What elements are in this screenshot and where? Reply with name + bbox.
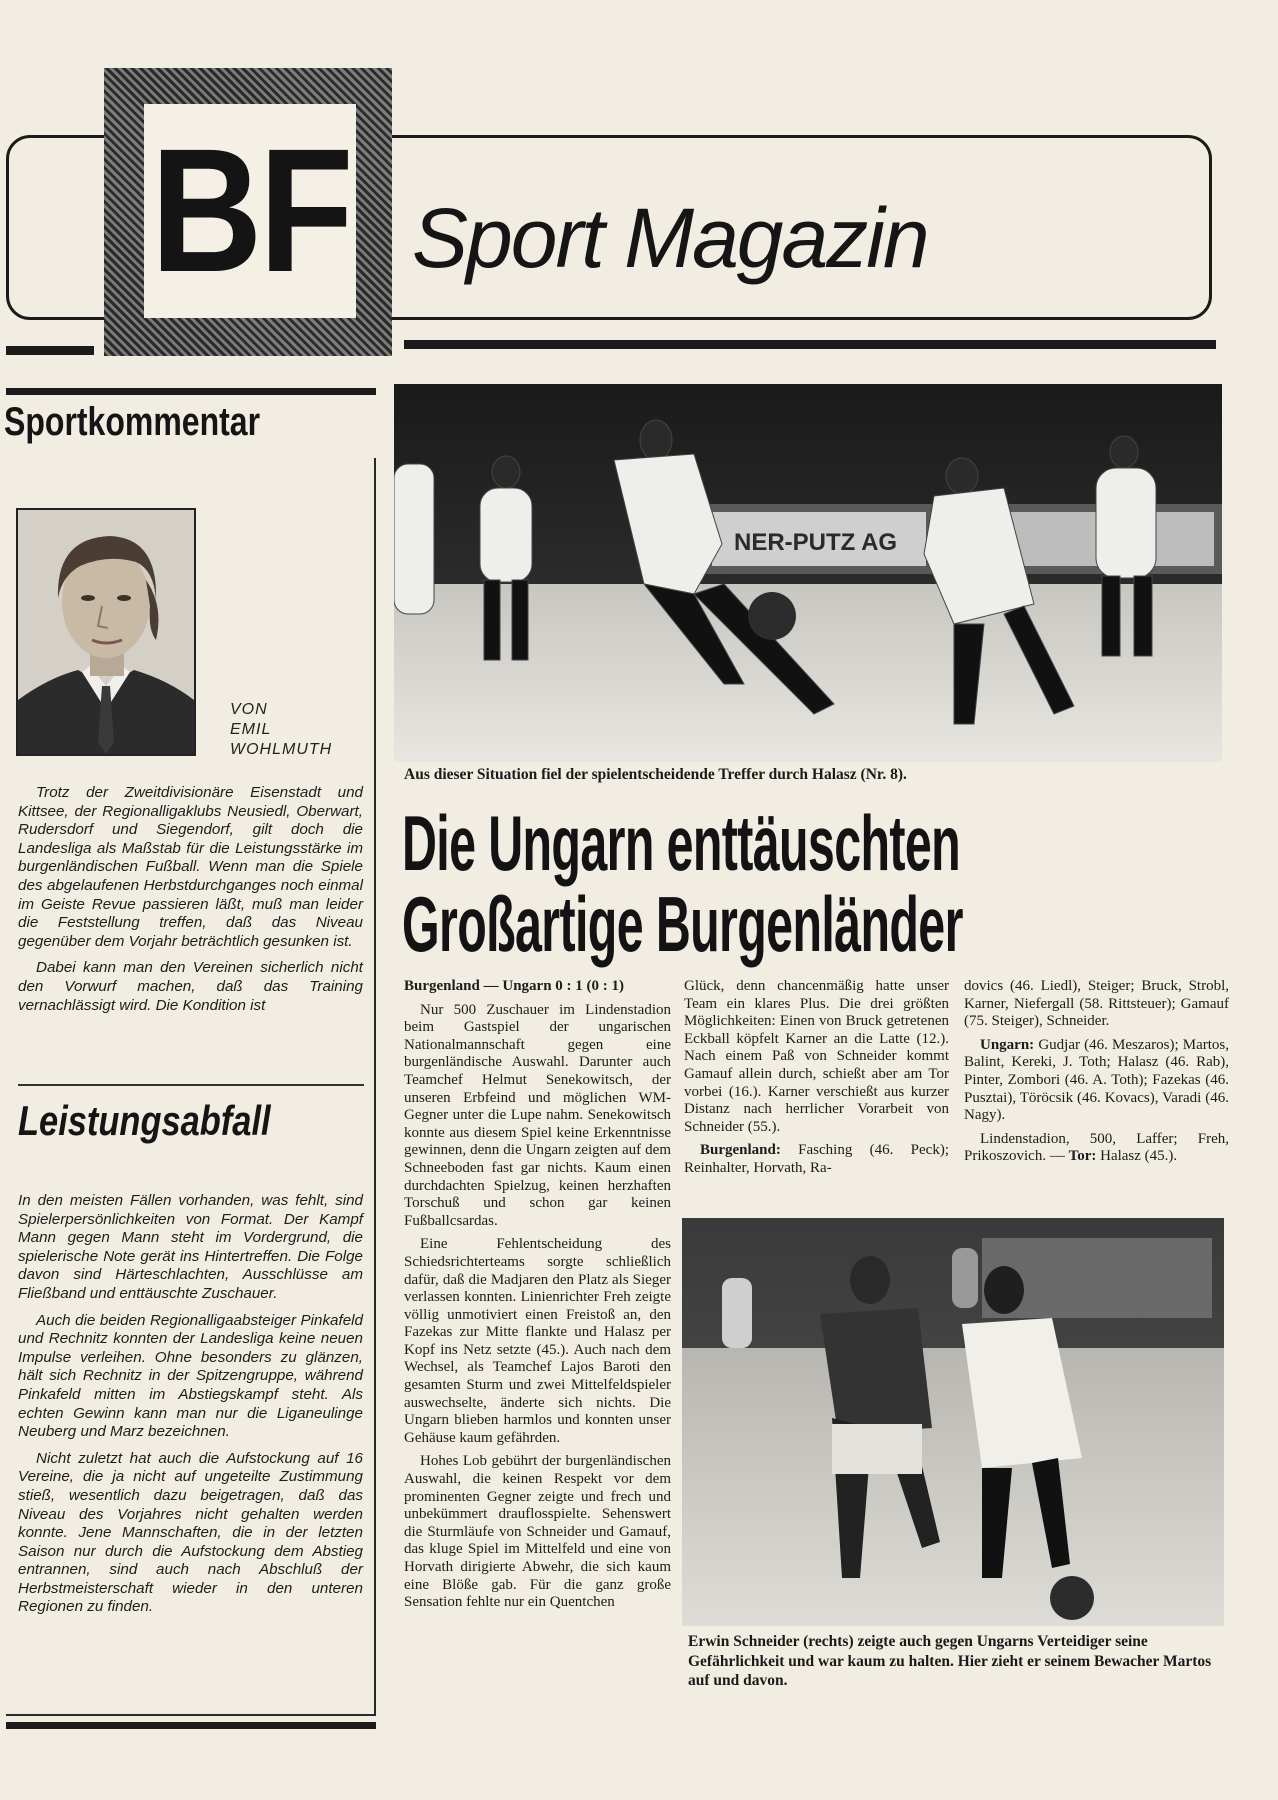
headline-line-2: Großartige Burgenländer [402,880,963,968]
lineup-paragraph: dovics (46. Liedl), Steiger; Bruck, Strobl, Karner, Niefergall (58. Rittsteuer); Gamauf (75. Steiger), Schneider. [964,978,1229,1030]
lineup-paragraph [684,1142,949,1177]
commentary-paragraph: Dabei kann man den Vereinen sicherlich nicht den Vorwurf machen, daß das Training vernachlässigt wird. Die Kondition ist [18,959,363,1014]
logo-text: BF [150,113,350,309]
match-photo-bottom-image [682,1218,1224,1626]
article-column-2 [684,978,949,1184]
commentary-paragraph: Auch die beiden Regionalligaabsteiger Pinkafeld und Rechnitz konnten der Landesliga keine neuen Impulse verleihen. Ohne besonders zu glänzen, hält sich Rechnitz in der Spitzengruppe, während Pinkafeld mitten im Abstiegskampf steht. Als echten Gewinn kann man nur die Liganeulinge Neuberg und Marz bezeichnen. [18,1311,363,1441]
article-paragraph [404,978,671,996]
match-result: Burgenland — Ungarn 0 : 1 (0 : 1) [404,978,625,994]
column-rule-top [6,388,376,395]
byline-line: EMIL [230,721,272,738]
portrait-image [18,510,194,754]
article-paragraph: Nur 500 Zuschauer im Lindenstadion beim Gastspiel der ungarischen Nationalmannschaft gegen eine burgenländische Auswahl. Darunter auch Teamchef Helmut Senekowitsch, der unseren Erbfeind und möglichen WM-Gegner unter die Lupe nahm. Senekowitsch konnte aus diesem Spiel keine Erkenntnisse gewinnen, denn die Ungarn zeigten auf dem Schneeboden fast gar nichts. Kaum einen durchdachten Spielzug, keinen herzhaften Torschuß und schon gar keinen Fußballcsardas. [404,1001,671,1229]
match-photo-top [394,384,1222,762]
logo-inner [144,104,356,318]
section-head-sportkommentar: Sportkommentar [4,400,261,444]
goal-text: Halasz (45.). [1100,1148,1178,1165]
lineup-text: Gudjar (46. Meszaros); Martos, Balint, Kereki, J. Toth; Halasz (46. Rab), Pinter, Zombori (46. A. Toth); Fazekas (46. Pusztai), Töröcsik (46. Kovacs), Varadi (46. Nagy). [964,1036,1229,1124]
commentary-paragraph: Trotz der Zweitdivisionäre Eisenstadt und Kittsee, der Regionalligaklubs Neusiedl, Oberwart, Rudersdorf und Siegendorf, gilt doch die Landesliga als Maßstab für die Leistungsstärke im burgenländischen Fußball. Wenn man die Spiele des abgelaufenen Herbstdurchganges noch einmal im Geiste Revue passieren läßt, muß man leider die Feststellung treffen, daß das Niveau gegenüber dem Vorjahr beträchtlich gesunken ist. [18,784,363,950]
article-column-1 [404,978,671,1618]
match-facts-text: Lindenstadion, 500, Laffer; Freh, Prikoszovich. — [964,1130,1229,1165]
article-column-3 [964,978,1229,1172]
author-portrait [16,508,196,756]
commentary-paragraph: Nicht zuletzt hat auch die Aufstockung auf 16 Vereine, die ja nicht auf ungeteilte Zustimmung stieß, wesentlich dazu beigetragen, daß das Niveau des Vorjahres nicht gehalten werden konnte. Jene Mannschaften, die in der letzten Saison nur durch die Aufstockung dem Abstieg entrannen, sind auch nach Abschluß der Herbstmeisterschaft wieder in den unteren Regionen zu finden. [18,1449,363,1616]
column-rule-bottom [6,1722,376,1729]
commentary-paragraph: In den meisten Fällen vorhanden, was fehlt, sind Spielerpersönlichkeiten von Format. Der Kampf Mann gegen Mann steht im Vordergrund, die spielerische Note gerät ins Hintertreffen. Die Folge davon sind Härteschlachten, Ausschlüsse am Fließband und enttäuschte Zuschauer. [18,1192,363,1302]
subhead-leistungsabfall: Leistungsabfall [18,1097,271,1144]
commentary-body [18,1192,363,1625]
match-photo-bottom [682,1218,1224,1626]
commentary-divider [18,1084,364,1086]
article-paragraph: Hohes Lob gebührt der burgenländischen Auswahl, die keinen Respekt vor dem prominenten Gegner zeigte und frech und unbekümmert drauflosspielte. Sehenswert die Sturmläufe von Schneider und Gamauf, das kluge Spiel im Mittelfeld und eine von Horvath dirigierte Abwehr, die sich kaum eine Blöße gab. Für die ganz große Sensation fehlte nur ein Quentchen [404,1453,671,1611]
goal-label: Tor: [1068,1148,1097,1165]
headline-line-1: Die Ungarn enttäuschten [402,799,961,887]
match-photo-top-image [394,384,1222,762]
article-paragraph: Glück, denn chancenmäßig hatte unser Team ein klares Plus. Die drei größten Möglichkeiten: Einen von Bruck getretenen Eckball köpfelt Karner an die Latte (12.). Nach einem Paß von Schneider kommt Gamauf allein durch, schießt aber am Tor vorbei (16.). Karner verschießt aus kurzer Distanz nach herrlicher Vorarbeit von Schneider (55.). [684,978,949,1135]
banner-text: NER-PUTZ AG [734,529,898,556]
lineup-text: Fasching (46. Peck); Reinhalter, Horvath, Ra- [684,1142,950,1176]
byline [230,700,332,760]
photo-caption-top: Aus dieser Situation fiel der spielentscheidende Treffer durch Halasz (Nr. 8). [404,766,907,783]
lineup-label: Burgenland: [700,1142,781,1159]
photo-caption-bottom: Erwin Schneider (rechts) zeigte auch gegen Ungarns Verteidiger seine Gefährlichkeit und war kaum zu halten. Hier zieht er seinem Bewacher Martos auf und davon. [688,1633,1212,1689]
match-facts [964,1131,1229,1166]
lineup-paragraph [964,1037,1229,1125]
article-paragraph: Eine Fehlentscheidung des Schiedsrichterteams sorgte schließlich dafür, daß die Madjaren den Platz als Sieger verlassen konnten. Linienrichter Freh zeigte völlig unmotiviert einen Freistoß an, den Fazekas zur Mitte flankte und Halasz per Kopf ins Netz setzte (45.). Auch nach dem Wechsel, als Teamchef Lajos Baroti den gesamten Sturm und zwei Mittelfeldspieler auswechselte, änderte sich nichts. Die Ungarn blieben harmlos und konnten unser Gehäuse kaum gefährden. [404,1236,671,1446]
commentary-intro [18,784,363,1023]
lineup-label: Ungarn: [980,1036,1035,1053]
masthead-rule-right [404,340,1216,349]
masthead-title: Sport Magazin [412,191,928,285]
byline-line: VON [230,701,268,718]
masthead-rule-left [6,346,94,355]
byline-line: WOHLMUTH [230,741,333,758]
